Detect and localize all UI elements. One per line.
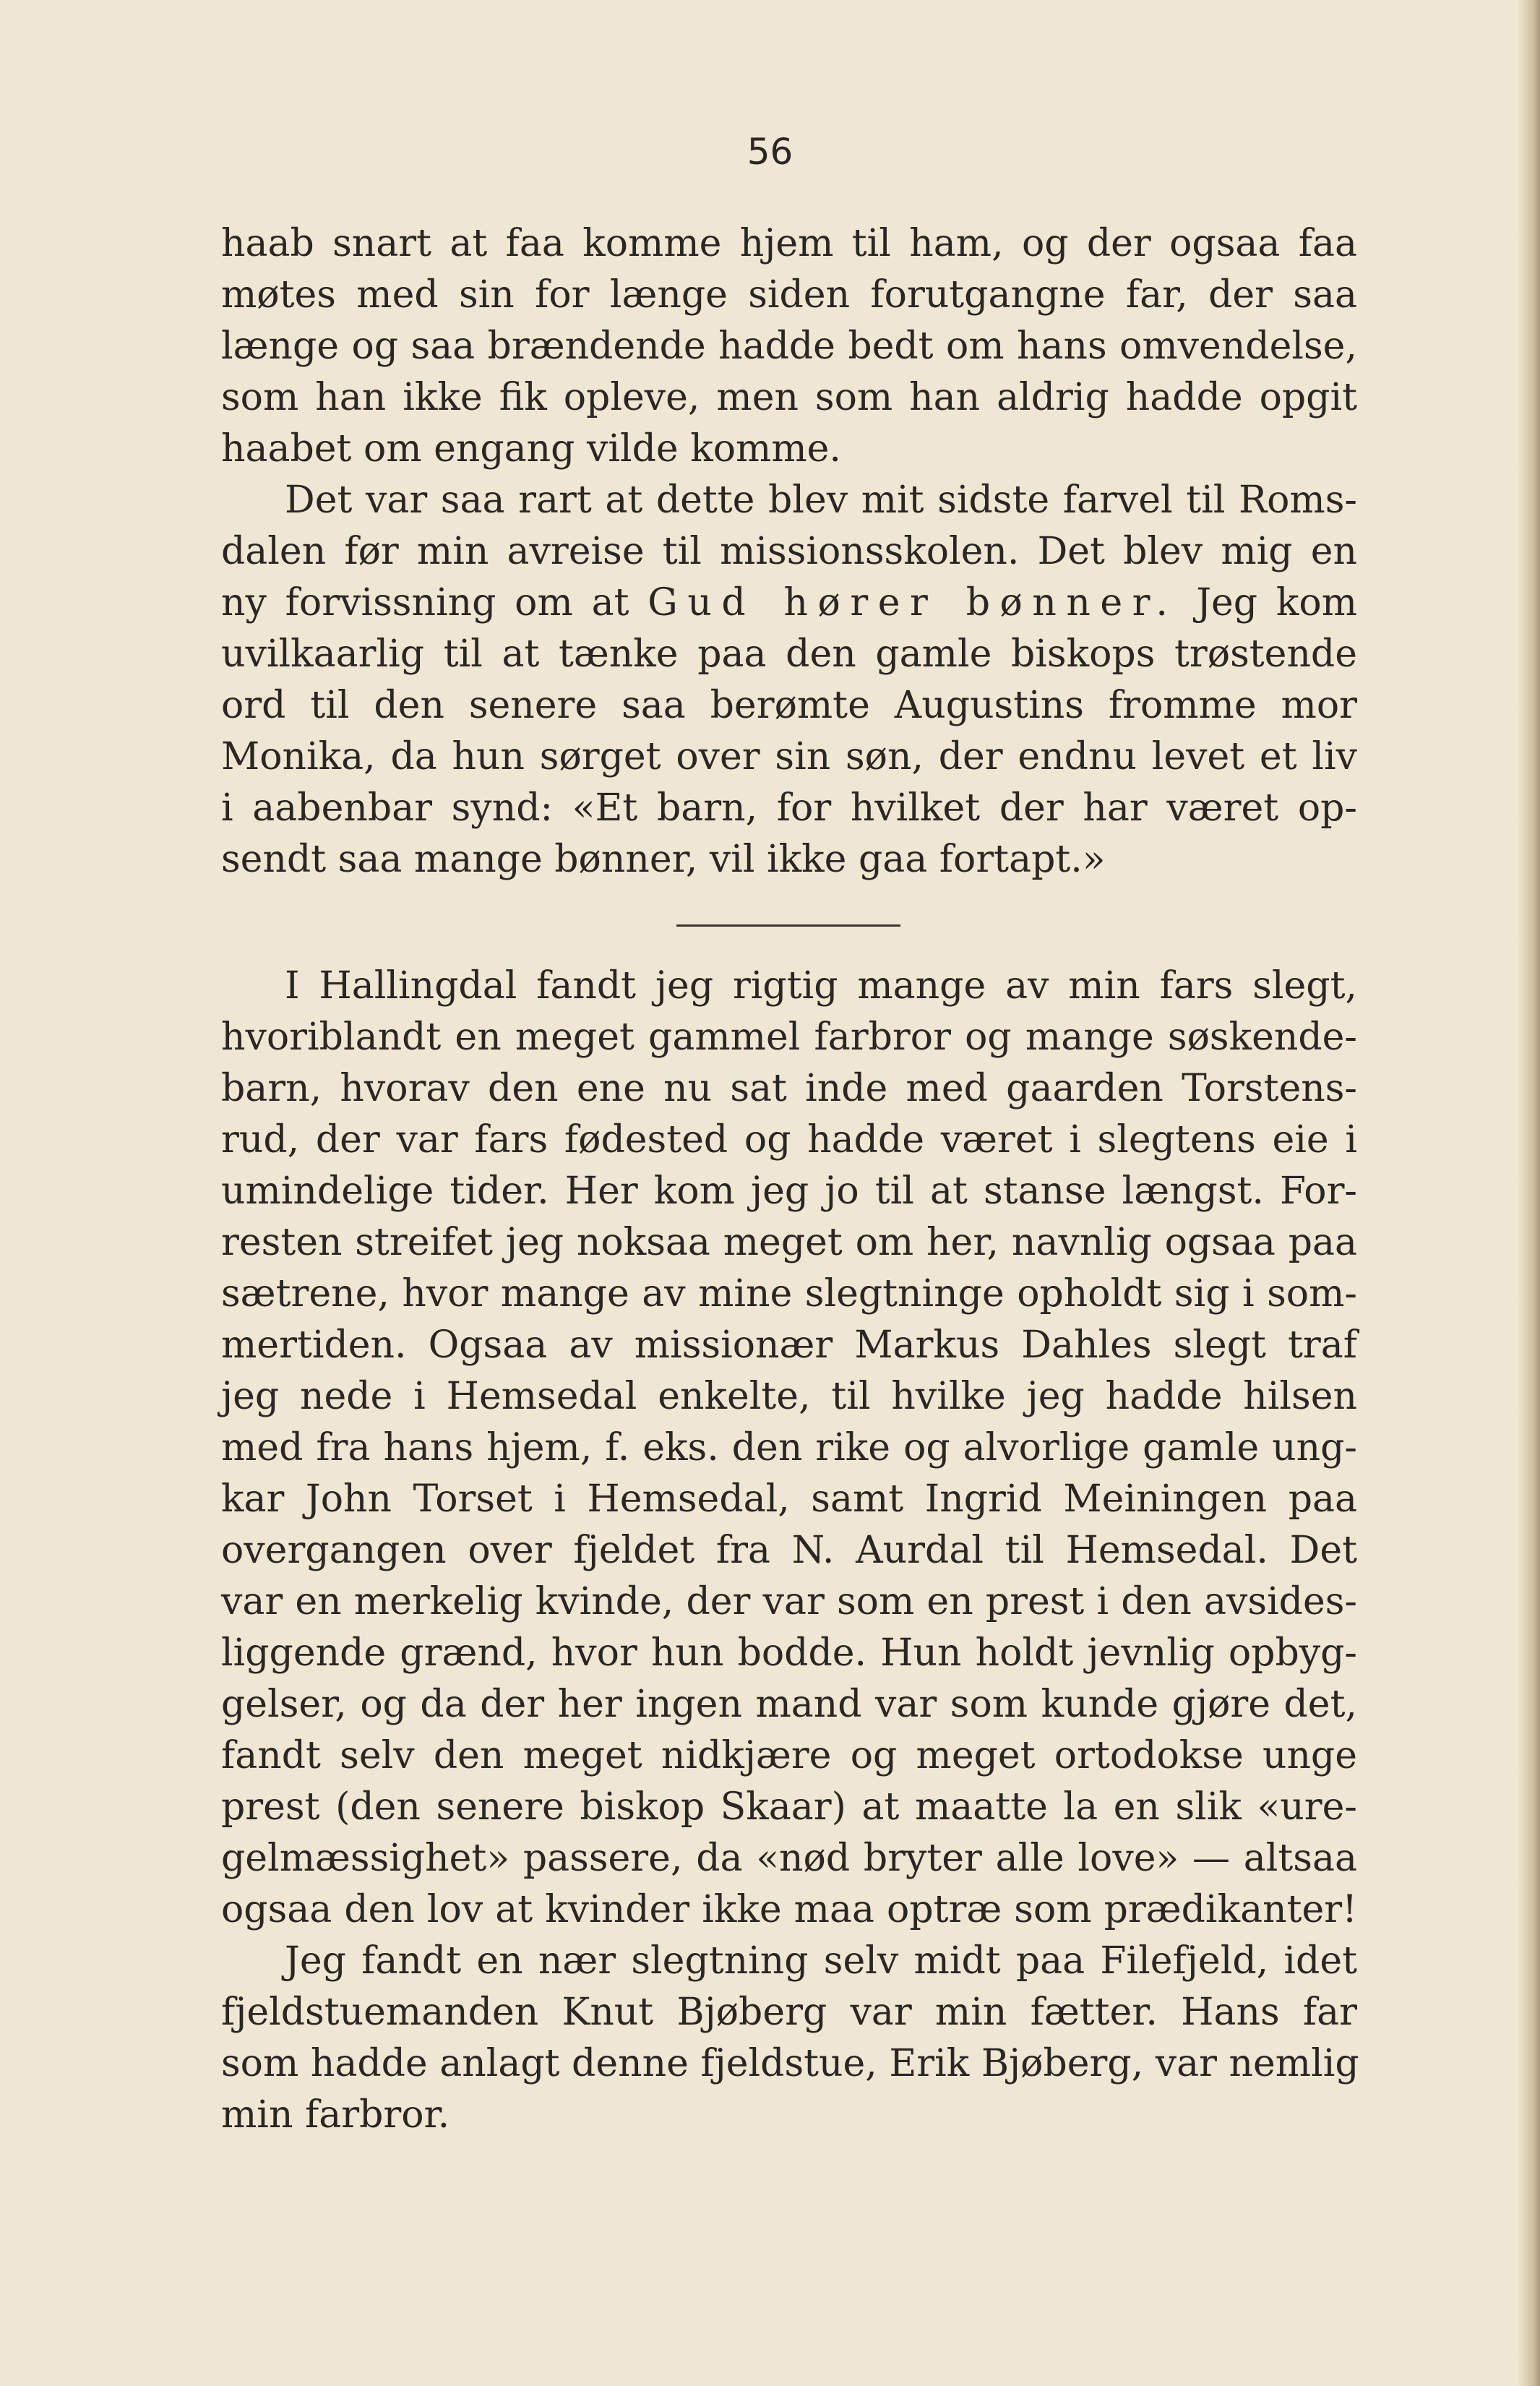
text-line: min farbror. <box>221 2093 450 2137</box>
text-line: Jeg fandt en nær slegtning selv midt paa Filefjeld, idet <box>285 1939 1357 1983</box>
text-line: uvilkaarlig til at tænke paa den gamle biskops trøstende <box>221 632 1357 676</box>
text-line: Det var saa rart at dette blev mit sidste farvel til Roms- <box>285 479 1357 522</box>
text-line: fjeldstuemanden Knut Bjøberg var min fætter. Hans far <box>221 1991 1357 2034</box>
text-line: rud, der var fars fødested og hadde været i slegtens eie i <box>221 1118 1357 1162</box>
text-line: overgangen over fjeldet fra N. Aurdal til Hemsedal. Det <box>221 1529 1357 1572</box>
text-line: prest (den senere biskop Skaar) at maatte la en slik «ure- <box>221 1785 1357 1829</box>
text-line: i aabenbar synd: «Et barn, for hvilket der har været op- <box>221 786 1357 830</box>
text-segment: ny forvissning om at <box>221 581 629 625</box>
text-line: umindelige tider. Her kom jeg jo til at stanse længst. For- <box>221 1170 1357 1213</box>
paragraph-1 <box>221 218 1357 475</box>
text-line: som han ikke fik opleve, men som han aldrig hadde opgit <box>221 376 1357 419</box>
text-line: gelser, og da der her ingen mand var som kunde gjøre det, <box>221 1683 1357 1726</box>
page-number: 56 <box>747 131 793 173</box>
text-line: dalen før min avreise til missionsskolen. Det blev mig en <box>221 530 1357 573</box>
text-line: sætrene, hvor mange av mine slegtninge opholdt sig i som- <box>221 1272 1357 1316</box>
separator-rule <box>676 924 900 927</box>
page-edge <box>1518 0 1540 2386</box>
text-line: kar John Torset i Hemsedal, samt Ingrid Meiningen paa <box>221 1477 1357 1521</box>
text-line: gelmæssighet» passere, da «nød bryter alle love» — altsaa <box>221 1837 1357 1880</box>
paragraph-2 <box>221 475 1357 885</box>
text-line: jeg nede i Hemsedal enkelte, til hvilke jeg hadde hilsen <box>221 1375 1357 1418</box>
text-line: hvoriblandt en meget gammel farbror og mange søskende- <box>221 1016 1357 1059</box>
text-line: ord til den senere saa berømte Augustins fromme mor <box>221 684 1357 727</box>
text-line: resten streifet jeg noksaa meget om her, navnlig ogsaa paa <box>221 1221 1357 1264</box>
text-line: som hadde anlagt denne fjeldstue, Erik Bjøberg, var nemlig <box>221 2042 1359 2085</box>
text-line: ogsaa den lov at kvinder ikke maa optræ som prædikanter! <box>221 1888 1357 1931</box>
text-line: haabet om engang vilde komme. <box>221 427 841 471</box>
text-segment: Jeg kom <box>1196 581 1358 625</box>
text-line: fandt selv den meget nidkjære og meget ortodokse unge <box>221 1734 1357 1777</box>
text-line: møtes med sin for længe siden forutgangne far, der saa <box>221 273 1357 317</box>
text-line: sendt saa mange bønner, vil ikke gaa fortapt.» <box>221 838 1106 881</box>
text-line: Monika, da hun sørget over sin søn, der endnu levet et liv <box>221 735 1357 778</box>
body-text <box>221 218 1357 2141</box>
text-line: barn, hvorav den ene nu sat inde med gaarden Torstens- <box>221 1067 1357 1110</box>
text-line: mertiden. Ogsaa av missionær Markus Dahles slegt traf <box>221 1323 1357 1367</box>
text-line: længe og saa brændende hadde bedt om hans omvendelse, <box>221 325 1357 368</box>
text-line: med fra hans hjem, f. eks. den rike og alvorlige gamle ung- <box>221 1426 1357 1469</box>
text-line: liggende grænd, hvor hun bodde. Hun holdt jevnlig opbyg- <box>221 1631 1357 1675</box>
text-line <box>221 578 1357 629</box>
emphasized-text: Gud hører bønner. <box>648 581 1178 625</box>
paragraph-3 <box>221 961 1357 1936</box>
paragraph-4 <box>221 1936 1357 2141</box>
text-line: var en merkelig kvinde, der var som en prest i den avsides- <box>221 1580 1357 1623</box>
text-line: haab snart at faa komme hjem til ham, og der ogsaa faa <box>221 222 1357 265</box>
section-separator <box>221 885 1357 961</box>
text-line: I Hallingdal fandt jeg rigtig mange av min fars slegt, <box>285 964 1357 1008</box>
